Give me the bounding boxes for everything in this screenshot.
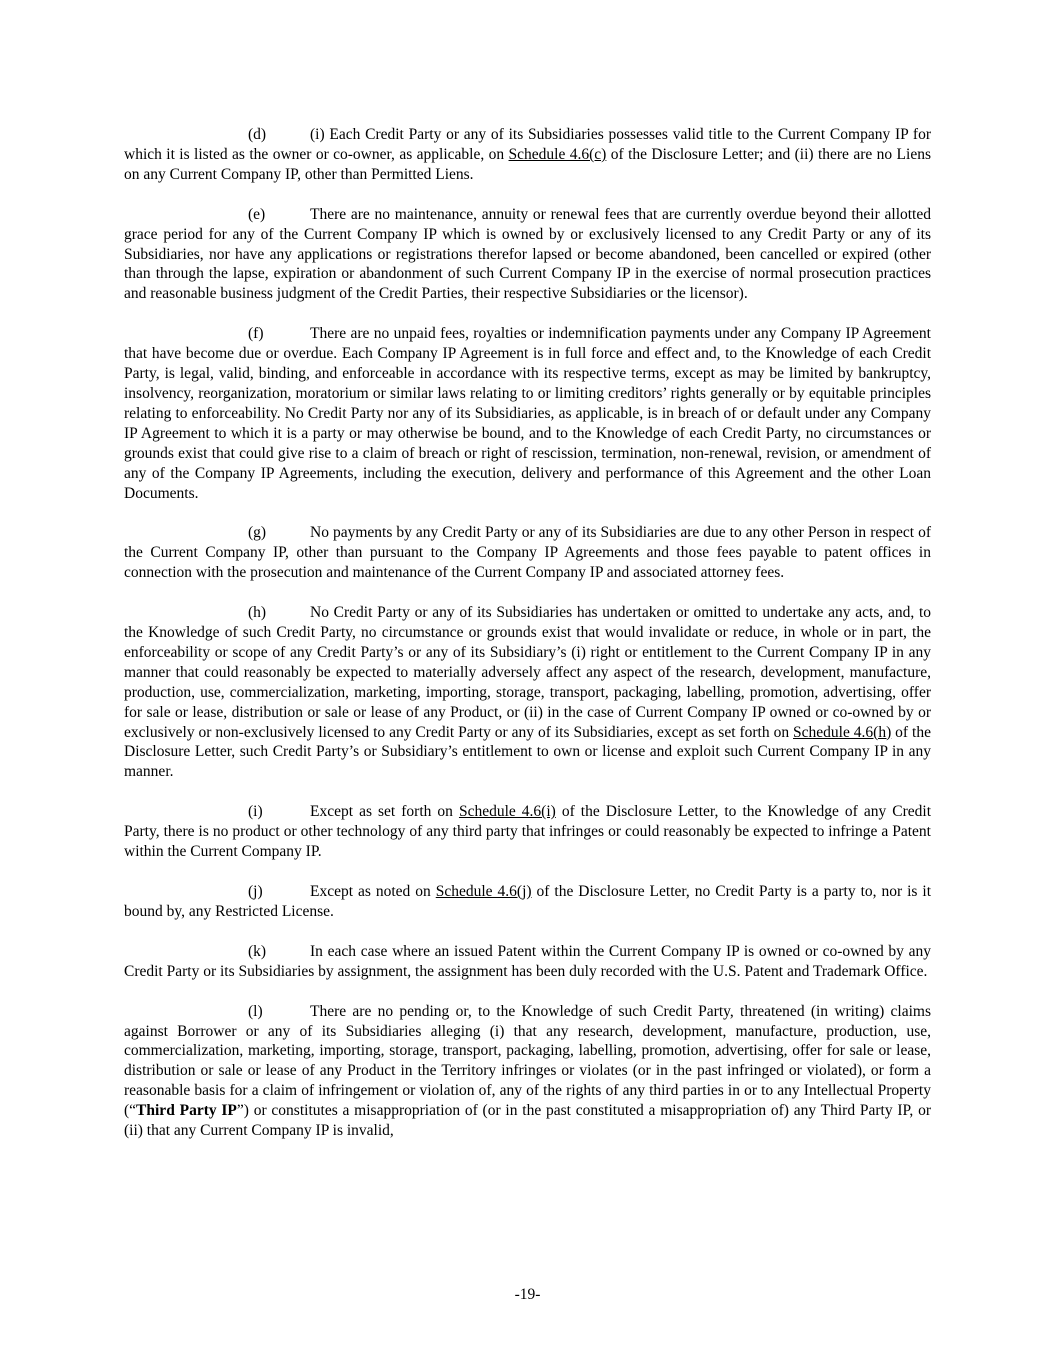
paragraph-text: There are no maintenance, annuity or renewal fees that are currently overdue beyond their allotted grace period for any of the Current Company IP which is owned by or exclusively licensed to any Credit Party or any of its Subsidiaries, nor have any applications or registrations therefor lapsed or become abandoned, been cancelled or expired (other than through the lapse, expiration or abandonment of such Current Company IP in the exercise of normal prosecution practices and reasonable business judgment of the Credit Parties, their respective Subsidiaries or the licensor).	[124, 205, 931, 303]
paragraph-text: There are no pending or, to the Knowledge of such Credit Party, threatened (in writing) claims against Borrower or any of its Subsidiaries alleging (i) that any research, development, manufacture, production, use, commercialization, marketing, importing, storage, transport, packaging, labelling, promotion, advertising, offer for sale or lease, distribution or sale or lease of any Product in the Territory infringes or violates (or in the past infringed or violated), or form a reasonable basis for a claim of infringement or violation of, any of the rights of any third parties in or to any Intellectual Property (“	[124, 1002, 931, 1120]
paragraph-label: (l)	[248, 1002, 263, 1020]
paragraph-label: (g)	[248, 524, 267, 542]
paragraph-k	[124, 942, 931, 982]
paragraph-text: In each case where an issued Patent within the Current Company IP is owned or co-owned by any Credit Party or its Subsidiaries by assignment, the assignment has been duly recorded with the U.S. Patent and Trademark Office.	[124, 942, 931, 980]
paragraph-text: of the Disclosure Letter, no Credit Party is a party to, nor is it bound by, any Restricted License.	[124, 883, 932, 920]
page-number: -19-	[514, 1286, 541, 1303]
paragraph-text: of the Disclosure Letter, to the Knowledge of any Credit Party, there is no product or other technology of any third party that infringes or could reasonably be expected to infringe a Patent within the Current Company IP.	[124, 803, 931, 861]
schedule-reference: Schedule 4.6(i)	[458, 803, 556, 821]
schedule-reference: Schedule 4.6(h)	[793, 723, 892, 741]
document-page	[124, 125, 931, 1161]
paragraph-l	[124, 1002, 931, 1141]
paragraph-text: No payments by any Credit Party or any of its Subsidiaries are due to any other Person in respect of the Current Company IP, other than pursuant to the Company IP Agreements and those fees payable to patent offices in connection with the prosecution and maintenance of the Current Company IP and associated attorney fees.	[124, 524, 931, 582]
paragraph-text: of the Disclosure Letter; and (ii) there are no Liens on any Current Company IP, other than Permitted Liens.	[124, 145, 931, 183]
paragraph-label: (k)	[248, 942, 267, 960]
paragraph-h	[124, 603, 931, 782]
paragraph-j	[124, 882, 931, 922]
paragraph-i	[124, 802, 931, 862]
paragraph-text: There are no unpaid fees, royalties or indemnification payments under any Company IP Agreement that have become due or overdue. Each Company IP Agreement is in full force and effect and, to the Knowledge of each Credit Party, is legal, valid, binding, and enforceable in accordance with its respective terms, except as may be limited by bankruptcy, insolvency, reorganization, moratorium or similar laws relating to or limiting creditors’ rights generally or by equitable principles relating to enforceability. No Credit Party nor any of its Subsidiaries, as applicable, is in breach of or default under any Company IP Agreement to which it is a party or may otherwise be bound, and to the Knowledge of each Credit Party, no circumstances or grounds exist that could give rise to a claim of breach or right of rescission, termination, non-renewal, revision, or amendment of any of the Company IP Agreements, including the execution, delivery and performance of this Agreement and the other Loan Documents.	[124, 325, 931, 502]
paragraph-text: ”) or constitutes a misappropriation of (or in the past constituted a misappropriation of) any Third Party IP, or (ii) that any Current Company IP is invalid,	[124, 1102, 931, 1140]
paragraph-text: of the Disclosure Letter, such Credit Party’s or Subsidiary’s entitlement to own or license and exploit such Current Company IP in any manner.	[124, 723, 931, 781]
paragraph-label: (d)	[248, 126, 267, 143]
paragraph-text: Except as noted on	[310, 883, 436, 900]
paragraph-d	[124, 125, 931, 185]
paragraph-text: No Credit Party or any of its Subsidiaries has undertaken or omitted to undertake any acts, and, to the Knowledge of such Credit Party, no circumstance or grounds exist that would invalidate or reduce, in whole or in part, the enforceability or scope of any Credit Party’s or any of its Subsidiary’s (i) right or entitlement to the Current Company IP in any manner that could reasonably be expected to materially adversely affect any aspect of the research, development, manufacture, production, use, commercialization, marketing, importing, storage, transport, packaging, labelling, promotion, advertising, offer for sale or lease, distribution or sale or lease of any Product, or (ii) in the case of Current Company IP owned or co-owned by or exclusively or non-exclusively licensed to any Credit Party or any of its Subsidiaries, except as set forth on	[124, 604, 931, 741]
paragraph-label: (e)	[248, 205, 266, 223]
paragraph-label: (i)	[248, 803, 263, 821]
paragraph-e	[124, 205, 931, 305]
paragraph-f	[124, 324, 931, 503]
paragraph-label: (j)	[248, 883, 263, 900]
paragraph-g	[124, 523, 931, 583]
paragraph-text: (i) Each Credit Party or any of its Subsidiaries possesses valid title to the Current Company IP for which it is listed as the owner or co-owner, as applicable, on	[124, 126, 931, 163]
schedule-reference: Schedule 4.6(c)	[508, 145, 607, 163]
paragraph-text: Except as set forth on	[310, 803, 459, 821]
defined-term: Third Party IP	[136, 1102, 237, 1120]
schedule-reference: Schedule 4.6(j)	[435, 883, 532, 900]
paragraph-label: (f)	[248, 325, 264, 343]
paragraph-label: (h)	[248, 604, 267, 622]
